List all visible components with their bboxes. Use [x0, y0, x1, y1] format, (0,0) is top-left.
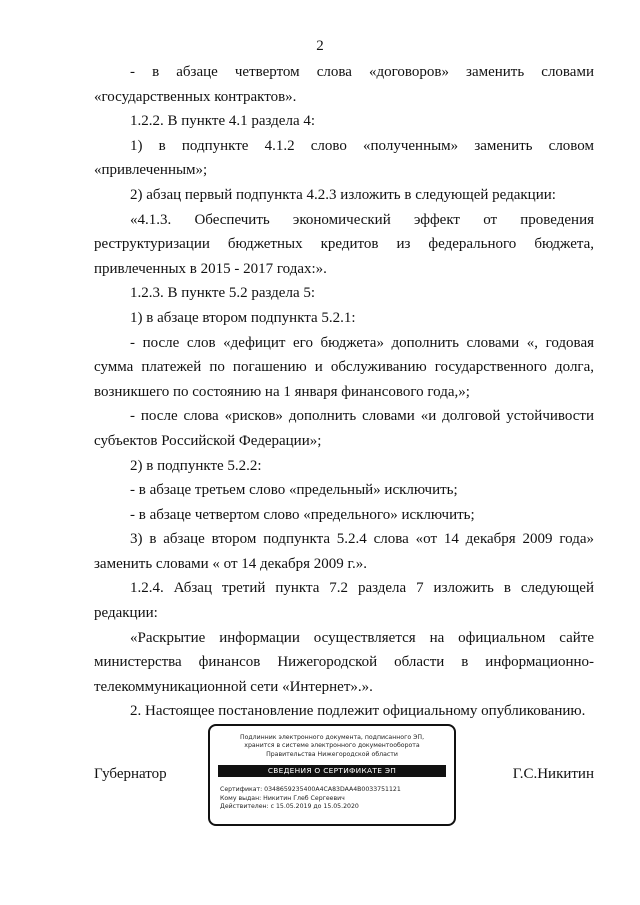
stamp-certificate: Сертификат: 0348659235400A4CA83DAA4B0033751121: [220, 786, 401, 794]
stamp-header: [210, 734, 454, 759]
paragraph-14: 1.2.4. Абзац третий пункта 7.2 раздела 7 изложить в следующей редакции:: [94, 580, 594, 622]
signer-name: Г.С.Никитин: [512, 766, 594, 782]
stamp-issued-to: Кому выдан: Никитин Глеб Сергеевич: [220, 794, 345, 802]
paragraph-7: 1) в абзаце втором подпункта 5.2.1:: [130, 309, 356, 326]
paragraph-8: - после слов «дефицит его бюджета» дополнить словами «, годовая сумма платежей по погашению и обслуживанию государственного долга, возникшего по состоянию на 1 января финансового года,»;: [94, 334, 594, 400]
page-number: 2: [316, 38, 324, 54]
paragraph-16: 2. Настоящее постановление подлежит официальному опубликованию.: [130, 703, 586, 720]
signer-position: Губернатор: [94, 766, 167, 782]
stamp-header-line: Правительства Нижегородской области: [266, 750, 398, 758]
stamp-title: СВЕДЕНИЯ О СЕРТИФИКАТЕ ЭП: [218, 765, 446, 777]
paragraph-12: - в абзаце четвертом слово «предельного» исключить;: [130, 506, 475, 523]
document-body: [94, 60, 594, 724]
paragraph-10: 2) в подпункте 5.2.2:: [130, 457, 262, 474]
paragraph-2: 1.2.2. В пункте 4.1 раздела 4:: [130, 113, 316, 130]
stamp-validity: Действителен: с 15.05.2019 до 15.05.2020: [220, 803, 359, 811]
paragraph-1: - в абзаце четвертом слова «договоров» заменить словами «государственных контрактов».: [94, 64, 594, 105]
paragraph-6: 1.2.3. В пункте 5.2 раздела 5:: [130, 285, 316, 302]
stamp-header-line: хранится в системе электронного документооборота: [244, 742, 420, 750]
paragraph-15: «Раскрытие информации осуществляется на официальном сайте министерства финансов Нижегородской области в информационно-телекоммуникационной сети «Интернет».».: [94, 629, 594, 695]
stamp-header-line: Подлинник электронного документа, подписанного ЭП,: [239, 734, 425, 741]
paragraph-9: - после слова «рисков» дополнить словами «и долговой устойчивости субъектов Российской Федерации»;: [94, 408, 594, 449]
paragraph-4: 2) абзац первый подпункта 4.2.3 изложить в следующей редакции:: [130, 186, 556, 203]
paragraph-13: 3) в абзаце втором подпункта 5.2.4 слова «от 14 декабря 2009 года» заменить словами « от 14 декабря 2009 г.».: [94, 531, 594, 572]
stamp-details: [220, 786, 454, 812]
paragraph-3: 1) в подпункте 4.1.2 слово «полученным» заменить словом «привлеченным»;: [94, 137, 594, 179]
electronic-signature-stamp: [208, 724, 456, 826]
paragraph-5: «4.1.3. Обеспечить экономический эффект от проведения реструктуризации бюджетных кредитов из федерального бюджета, привлеченных в 2015 - 2017 годах:».: [94, 211, 594, 277]
paragraph-11: - в абзаце третьем слово «предельный» исключить;: [130, 482, 458, 499]
